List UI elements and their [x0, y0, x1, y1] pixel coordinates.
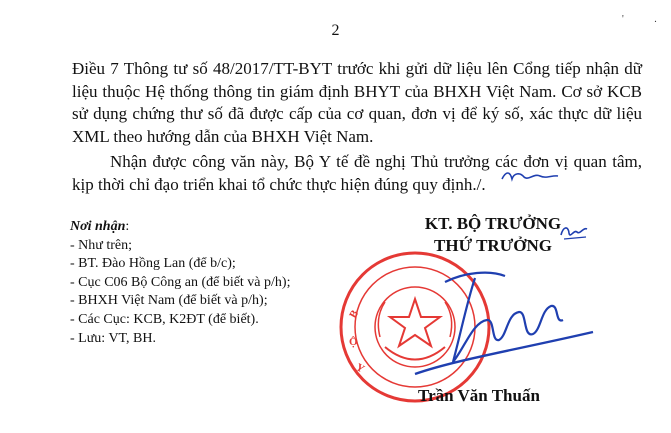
- handwritten-initials-icon: [558, 219, 590, 245]
- recipient-item: - Như trên;: [70, 237, 133, 253]
- signer-name: Trần Văn Thuấn: [418, 386, 540, 405]
- paragraph-1: Điều 7 Thông tư số 48/2017/TT-BYT trước khi gửi dữ liệu lên Cổng tiếp nhận dữ liệu thuộc Hệ thống thông tin giám định BHYT của BHXH Việt Nam. Cơ sở KCB sử dụng chứng thư số đã được cấp của cơ quan, đơn vị để ký số, xác thực dữ liệu XML theo hướng dẫn của BHXH Việt Nam.: [72, 59, 642, 146]
- recipient-item: - Các Cục: KCB, K2ĐT (để biết).: [70, 311, 259, 327]
- paragraph-2-text: Nhận được công văn này, Bộ Y tế đề nghị Thủ trưởng các đơn vị quan tâm, kịp thời chỉ đạo triển khai tổ chức thực hiện đúng quy định./.: [72, 152, 642, 194]
- recipient-item: - Lưu: VT, BH.: [70, 330, 157, 346]
- page-number: 2: [331, 22, 340, 39]
- signature-title-line1: KT. BỘ TRƯỞNG: [424, 214, 562, 233]
- recipients-block: [70, 218, 290, 348]
- svg-text:B: B: [347, 308, 362, 321]
- signature-title-line2: THỨ TRƯỞNG: [434, 236, 552, 255]
- recipient-item: - Cục C06 Bộ Công an (để biết và p/h);: [70, 274, 291, 290]
- header-marks: ' .: [622, 14, 671, 25]
- svg-text:Y: Y: [353, 361, 367, 376]
- handwritten-signature-icon: [395, 262, 595, 382]
- recipient-item: - BT. Đào Hồng Lan (để b/c);: [70, 256, 236, 272]
- svg-text:Ộ: Ộ: [349, 336, 358, 348]
- recipient-item: - BHXH Việt Nam (để biết và p/h);: [70, 293, 268, 309]
- handwritten-initials-icon: [500, 167, 560, 185]
- recipients-header: Nơi nhận:: [70, 219, 130, 234]
